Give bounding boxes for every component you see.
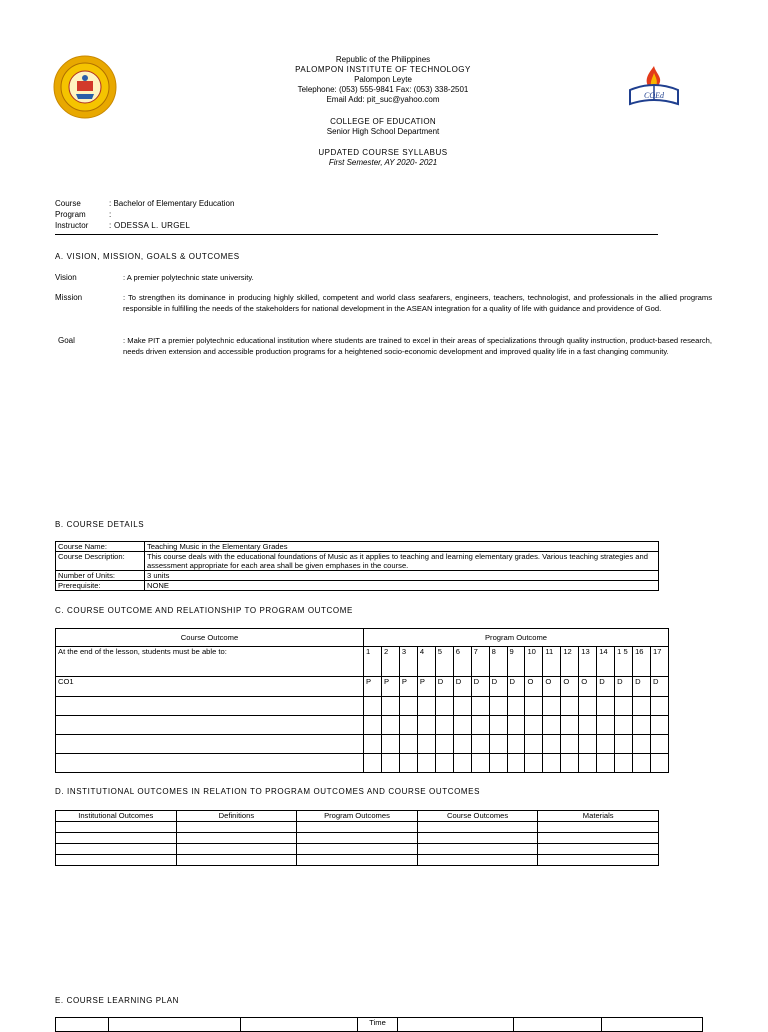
empty-cell <box>399 697 417 716</box>
empty-cell <box>579 754 597 773</box>
empty-cell <box>489 697 507 716</box>
empty-cell <box>417 833 538 844</box>
program-outcome-level: P <box>381 677 399 697</box>
empty-cell <box>364 716 382 735</box>
empty-cell <box>417 855 538 866</box>
empty-cell <box>435 697 453 716</box>
empty-cell <box>56 822 177 833</box>
empty-cell <box>435 754 453 773</box>
header-materials: Materials <box>538 811 659 822</box>
empty-cell <box>525 697 543 716</box>
header-institutional-outcomes: Institutional Outcomes <box>56 811 177 822</box>
table-cell-value: This course deals with the educational foundations of Music as it applies to teaching and learning elementary grades. Various teaching strategies and assessment appropriate for each area shall be given emphases in the course. <box>145 552 659 571</box>
program-outcome-number: 8 <box>489 647 507 677</box>
coed-logo <box>624 64 684 118</box>
empty-cell <box>514 1018 602 1032</box>
empty-cell <box>399 716 417 735</box>
program-outcome-level: D <box>597 677 615 697</box>
empty-cell <box>364 754 382 773</box>
empty-cell <box>597 716 615 735</box>
instructor-label: Instructor <box>55 221 89 230</box>
program-outcome-number: 1 5 <box>615 647 633 677</box>
table-row <box>56 716 669 735</box>
vision-label: Vision <box>55 273 77 282</box>
program-value: : <box>109 210 112 219</box>
table-header-row <box>56 811 659 822</box>
empty-cell <box>297 844 418 855</box>
empty-cell <box>561 754 579 773</box>
empty-cell <box>453 716 471 735</box>
program-outcome-number: 2 <box>381 647 399 677</box>
goal-text: : Make PIT a premier polytechnic educational institution where students are trained to excel in their areas of specializations through quality instruction, product-based research, needs driven extension and accessible production programs for a heightened socio-economic development and improved quality life in a fast changing community. <box>123 336 712 356</box>
header-address: Palompon Leyte <box>354 75 412 84</box>
header-definitions: Definitions <box>176 811 297 822</box>
empty-cell <box>471 716 489 735</box>
empty-cell <box>561 697 579 716</box>
empty-cell <box>489 716 507 735</box>
coed-logo-text: COEd <box>644 91 664 100</box>
empty-cell <box>651 697 669 716</box>
program-outcome-number: 17 <box>651 647 669 677</box>
empty-cell <box>525 754 543 773</box>
empty-cell <box>507 697 525 716</box>
program-outcome-number: 9 <box>507 647 525 677</box>
empty-cell <box>579 735 597 754</box>
empty-cell <box>176 833 297 844</box>
program-outcome-level: D <box>435 677 453 697</box>
empty-cell <box>176 855 297 866</box>
empty-cell <box>602 1018 703 1032</box>
empty-cell <box>241 1018 358 1032</box>
empty-cell <box>597 697 615 716</box>
program-outcome-number: 3 <box>399 647 417 677</box>
program-outcome-number: 11 <box>543 647 561 677</box>
mission-label: Mission <box>55 293 83 302</box>
course-outcome-header: Course Outcome <box>56 629 364 647</box>
empty-cell <box>507 754 525 773</box>
course-label: Course <box>55 199 81 208</box>
header-email: Email Add: pit_suc@yahoo.com <box>326 95 440 104</box>
table-row <box>56 542 659 552</box>
empty-cell <box>615 716 633 735</box>
empty-cell <box>417 716 435 735</box>
empty-cell <box>381 697 399 716</box>
empty-cell <box>615 697 633 716</box>
empty-cell <box>56 833 177 844</box>
empty-cell <box>453 735 471 754</box>
empty-cell <box>56 697 364 716</box>
empty-cell <box>543 697 561 716</box>
instruction-cell: At the end of the lesson, students must be able to: <box>56 647 364 677</box>
empty-cell <box>56 855 177 866</box>
table-row <box>56 552 659 571</box>
empty-cell <box>651 754 669 773</box>
program-label: Program <box>55 210 86 219</box>
program-outcome-number: 12 <box>561 647 579 677</box>
semester-label: First Semester, AY 2020- 2021 <box>328 158 438 167</box>
table-row <box>56 855 659 866</box>
table-cell-value: NONE <box>145 581 659 591</box>
empty-cell <box>297 822 418 833</box>
empty-cell <box>471 735 489 754</box>
program-outcome-level: O <box>543 677 561 697</box>
program-outcome-number: 16 <box>633 647 651 677</box>
program-outcome-number: 7 <box>471 647 489 677</box>
table-cell-value: 3 units <box>145 571 659 581</box>
empty-cell <box>381 735 399 754</box>
table-row <box>56 647 669 677</box>
empty-cell <box>399 754 417 773</box>
empty-cell <box>56 735 364 754</box>
program-outcome-number: 14 <box>597 647 615 677</box>
empty-cell <box>176 844 297 855</box>
table-row <box>56 581 659 591</box>
program-outcome-level: D <box>489 677 507 697</box>
program-outcome-level: D <box>651 677 669 697</box>
empty-cell <box>538 833 659 844</box>
table-row <box>56 833 659 844</box>
institutional-outcomes-table <box>55 810 659 866</box>
empty-cell <box>453 754 471 773</box>
program-outcome-level: O <box>561 677 579 697</box>
vision-text: : A premier polytechnic state university. <box>123 273 254 282</box>
header-college: COLLEGE OF EDUCATION <box>330 117 436 126</box>
table-row <box>56 677 669 697</box>
program-outcome-number: 13 <box>579 647 597 677</box>
program-outcome-number: 6 <box>453 647 471 677</box>
empty-cell <box>597 735 615 754</box>
empty-cell <box>56 716 364 735</box>
document-title: UPDATED COURSE SYLLABUS <box>318 148 448 157</box>
empty-cell <box>507 735 525 754</box>
table-row <box>56 735 669 754</box>
empty-cell <box>364 697 382 716</box>
empty-cell <box>525 716 543 735</box>
course-details-table <box>55 541 659 591</box>
empty-cell <box>417 844 538 855</box>
program-outcome-level: P <box>364 677 382 697</box>
institute-seal-logo <box>52 54 118 120</box>
empty-cell <box>56 1018 109 1032</box>
empty-cell <box>417 735 435 754</box>
empty-cell <box>579 716 597 735</box>
empty-cell <box>633 754 651 773</box>
empty-cell <box>538 855 659 866</box>
empty-cell <box>417 697 435 716</box>
program-outcome-level: P <box>417 677 435 697</box>
program-outcome-level: D <box>507 677 525 697</box>
empty-cell <box>633 735 651 754</box>
table-cell-label: Course Description: <box>56 552 145 571</box>
program-outcome-level: D <box>471 677 489 697</box>
empty-cell <box>525 735 543 754</box>
empty-cell <box>381 754 399 773</box>
empty-cell <box>543 735 561 754</box>
empty-cell <box>489 735 507 754</box>
empty-cell <box>507 716 525 735</box>
program-outcome-level: O <box>579 677 597 697</box>
empty-cell <box>633 697 651 716</box>
course-outcome-table <box>55 628 669 773</box>
program-outcome-number: 10 <box>525 647 543 677</box>
empty-cell <box>489 754 507 773</box>
section-a-title: A. VISION, MISSION, GOALS & OUTCOMES <box>55 252 240 261</box>
empty-cell <box>615 754 633 773</box>
co-label-cell: CO1 <box>56 677 364 697</box>
header-program-outcomes: Program Outcomes <box>297 811 418 822</box>
header-telephone: Telephone: (053) 555-9841 Fax: (053) 338-2501 <box>297 85 469 94</box>
table-row <box>56 822 659 833</box>
program-outcome-level: D <box>633 677 651 697</box>
course-learning-plan-table <box>55 1017 703 1032</box>
table-row <box>56 754 669 773</box>
table-cell-label: Number of Units: <box>56 571 145 581</box>
empty-cell <box>615 735 633 754</box>
instructor-value: : ODESSA L. URGEL <box>109 221 191 230</box>
empty-cell <box>633 716 651 735</box>
empty-cell <box>538 844 659 855</box>
section-d-title: D. INSTITUTIONAL OUTCOMES IN RELATION TO PROGRAM OUTCOMES AND COURSE OUTCOMES <box>55 787 481 796</box>
table-row <box>56 697 669 716</box>
empty-cell <box>417 822 538 833</box>
program-outcome-number: 5 <box>435 647 453 677</box>
section-c-title: C. COURSE OUTCOME AND RELATIONSHIP TO PROGRAM OUTCOME <box>55 606 353 615</box>
empty-cell <box>471 697 489 716</box>
section-e-title: E. COURSE LEARNING PLAN <box>55 996 180 1005</box>
program-outcome-number: 1 <box>364 647 382 677</box>
table-header-row <box>56 629 669 647</box>
empty-cell <box>453 697 471 716</box>
program-outcome-level: P <box>399 677 417 697</box>
program-outcome-number: 4 <box>417 647 435 677</box>
empty-cell <box>381 716 399 735</box>
empty-cell <box>109 1018 241 1032</box>
empty-cell <box>56 844 177 855</box>
empty-cell <box>398 1018 514 1032</box>
empty-cell <box>597 754 615 773</box>
table-row <box>56 844 659 855</box>
empty-cell <box>651 716 669 735</box>
empty-cell <box>399 735 417 754</box>
empty-cell <box>176 822 297 833</box>
empty-cell <box>651 735 669 754</box>
mission-text: : To strengthen its dominance in producing highly skilled, competent and world class seafarers, engineers, teachers, technologist, and professionals in the allied programs responsible in fulfilling the needs of the stakeholders for national development in the ASEAN integration for a quality of life with guidance and providence of God. <box>123 293 712 313</box>
header-course-outcomes: Course Outcomes <box>417 811 538 822</box>
header-department: Senior High School Department <box>326 127 440 136</box>
empty-cell <box>543 716 561 735</box>
program-outcome-level: O <box>525 677 543 697</box>
empty-cell <box>471 754 489 773</box>
empty-cell <box>543 754 561 773</box>
empty-cell <box>297 833 418 844</box>
empty-cell <box>579 697 597 716</box>
program-outcome-level: D <box>615 677 633 697</box>
program-outcome-level: D <box>453 677 471 697</box>
table-cell-value: Teaching Music in the Elementary Grades <box>145 542 659 552</box>
table-header-row <box>56 1018 703 1032</box>
empty-cell <box>561 735 579 754</box>
header-institute-name: PALOMPON INSTITUTE OF TECHNOLOGY <box>295 65 471 74</box>
empty-cell <box>538 822 659 833</box>
empty-cell <box>435 716 453 735</box>
empty-cell <box>297 855 418 866</box>
header-time: Time <box>358 1018 398 1032</box>
goal-label: Goal <box>58 336 75 345</box>
empty-cell <box>435 735 453 754</box>
empty-cell <box>56 754 364 773</box>
empty-cell <box>417 754 435 773</box>
course-value: : Bachelor of Elementary Education <box>109 199 235 208</box>
empty-cell <box>561 716 579 735</box>
section-b-title: B. COURSE DETAILS <box>55 520 145 529</box>
table-cell-label: Course Name: <box>56 542 145 552</box>
header-divider <box>55 234 658 235</box>
table-row <box>56 571 659 581</box>
program-outcome-header: Program Outcome <box>364 629 669 647</box>
table-cell-label: Prerequisite: <box>56 581 145 591</box>
header-republic: Republic of the Philippines <box>335 55 431 64</box>
empty-cell <box>364 735 382 754</box>
